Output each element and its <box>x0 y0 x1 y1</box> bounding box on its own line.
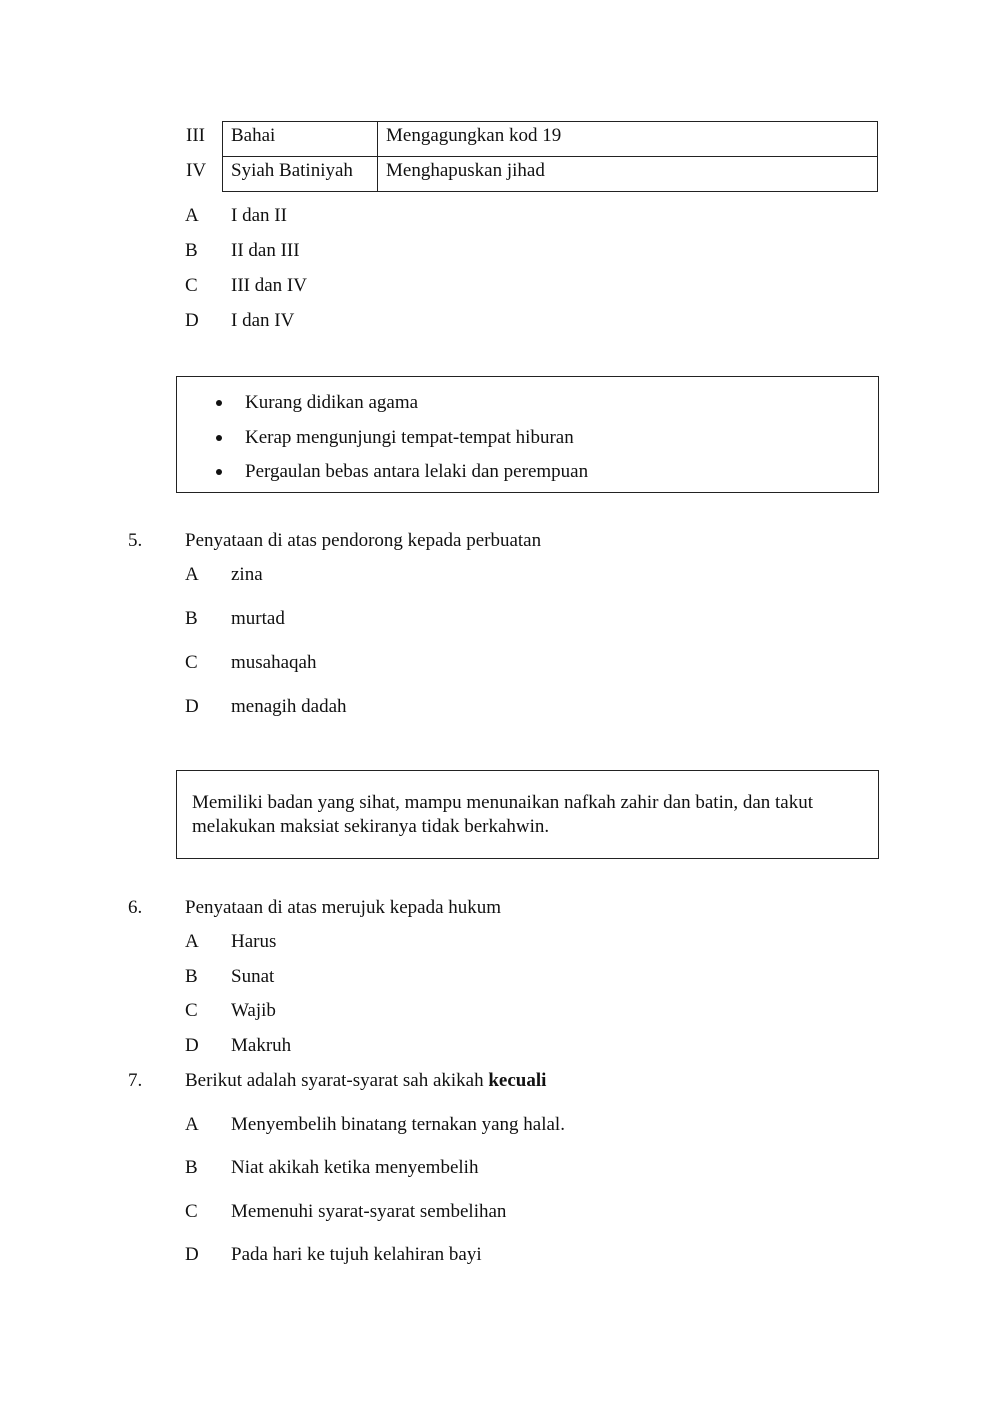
option-text: murtad <box>231 608 285 629</box>
bullet-text: Kurang didikan agama <box>245 392 419 413</box>
option-text: Sunat <box>231 966 275 987</box>
option-letter: D <box>185 1035 199 1056</box>
option-text: zina <box>231 564 263 585</box>
option-text: Memenuhi syarat-syarat sembelihan <box>231 1201 507 1222</box>
option-letter: C <box>185 652 198 673</box>
table-cell-sect: Bahai <box>223 122 378 157</box>
statement-box-bullets <box>176 376 879 493</box>
option-letter: B <box>185 966 198 987</box>
sect-table <box>222 121 878 192</box>
table-row <box>223 157 878 192</box>
option-text: Pada hari ke tujuh kelahiran bayi <box>231 1244 482 1265</box>
option-letter: D <box>185 310 199 331</box>
option-letter: A <box>185 931 199 952</box>
bullet-text: Kerap mengunjungi tempat-tempat hiburan <box>245 427 574 448</box>
option-letter: C <box>185 1201 198 1222</box>
bullet-text: Pergaulan bebas antara lelaki dan perempuan <box>245 461 589 482</box>
table-cell-sect: Syiah Batiniyah <box>223 157 378 192</box>
table-row <box>223 122 878 157</box>
option-letter: C <box>185 275 198 296</box>
question-text <box>185 1071 546 1090</box>
option-text: I dan IV <box>231 310 295 331</box>
bullet-icon <box>216 435 222 441</box>
option-letter: B <box>185 608 198 629</box>
question-text-main: Berikut adalah syarat-syarat sah akikah <box>185 1070 484 1091</box>
option-letter: A <box>185 564 199 585</box>
option-text: Niat akikah ketika menyembelih <box>231 1157 479 1178</box>
option-text: I dan II <box>231 205 287 226</box>
option-letter: D <box>185 1244 199 1265</box>
option-text: Menyembelih binatang ternakan yang halal. <box>231 1114 565 1135</box>
table-cell-desc: Menghapuskan jihad <box>378 157 878 192</box>
question-number: 5. <box>128 530 143 551</box>
option-text: musahaqah <box>231 652 317 673</box>
option-text: II dan III <box>231 240 300 261</box>
bullet-icon <box>216 469 222 475</box>
question-text: Penyataan di atas merujuk kepada hukum <box>185 897 502 918</box>
option-letter: D <box>185 696 199 717</box>
option-text: III dan IV <box>231 275 307 296</box>
option-letter: B <box>185 1157 198 1178</box>
option-letter: B <box>185 240 198 261</box>
option-text: menagih dadah <box>231 696 347 717</box>
option-letter: A <box>185 205 199 226</box>
option-text: Makruh <box>231 1035 292 1056</box>
table-row-number: IV <box>186 160 207 181</box>
option-letter: C <box>185 1000 198 1021</box>
option-text: Harus <box>231 931 277 952</box>
table-row-number: III <box>186 125 205 146</box>
question-number: 6. <box>128 897 143 918</box>
statement-text: Memiliki badan yang sihat, mampu menunaikan nafkah zahir dan batin, dan takut melakukan maksiat sekiranya tidak berkahwin. <box>192 792 814 837</box>
option-text: Wajib <box>231 1000 276 1021</box>
question-keyword: kecuali <box>488 1070 547 1091</box>
statement-box-text <box>176 770 879 859</box>
option-letter: A <box>185 1114 199 1135</box>
bullet-icon <box>216 400 222 406</box>
question-number: 7. <box>128 1070 143 1091</box>
question-text: Penyataan di atas pendorong kepada perbuatan <box>185 530 542 551</box>
table-cell-desc: Mengagungkan kod 19 <box>378 122 878 157</box>
